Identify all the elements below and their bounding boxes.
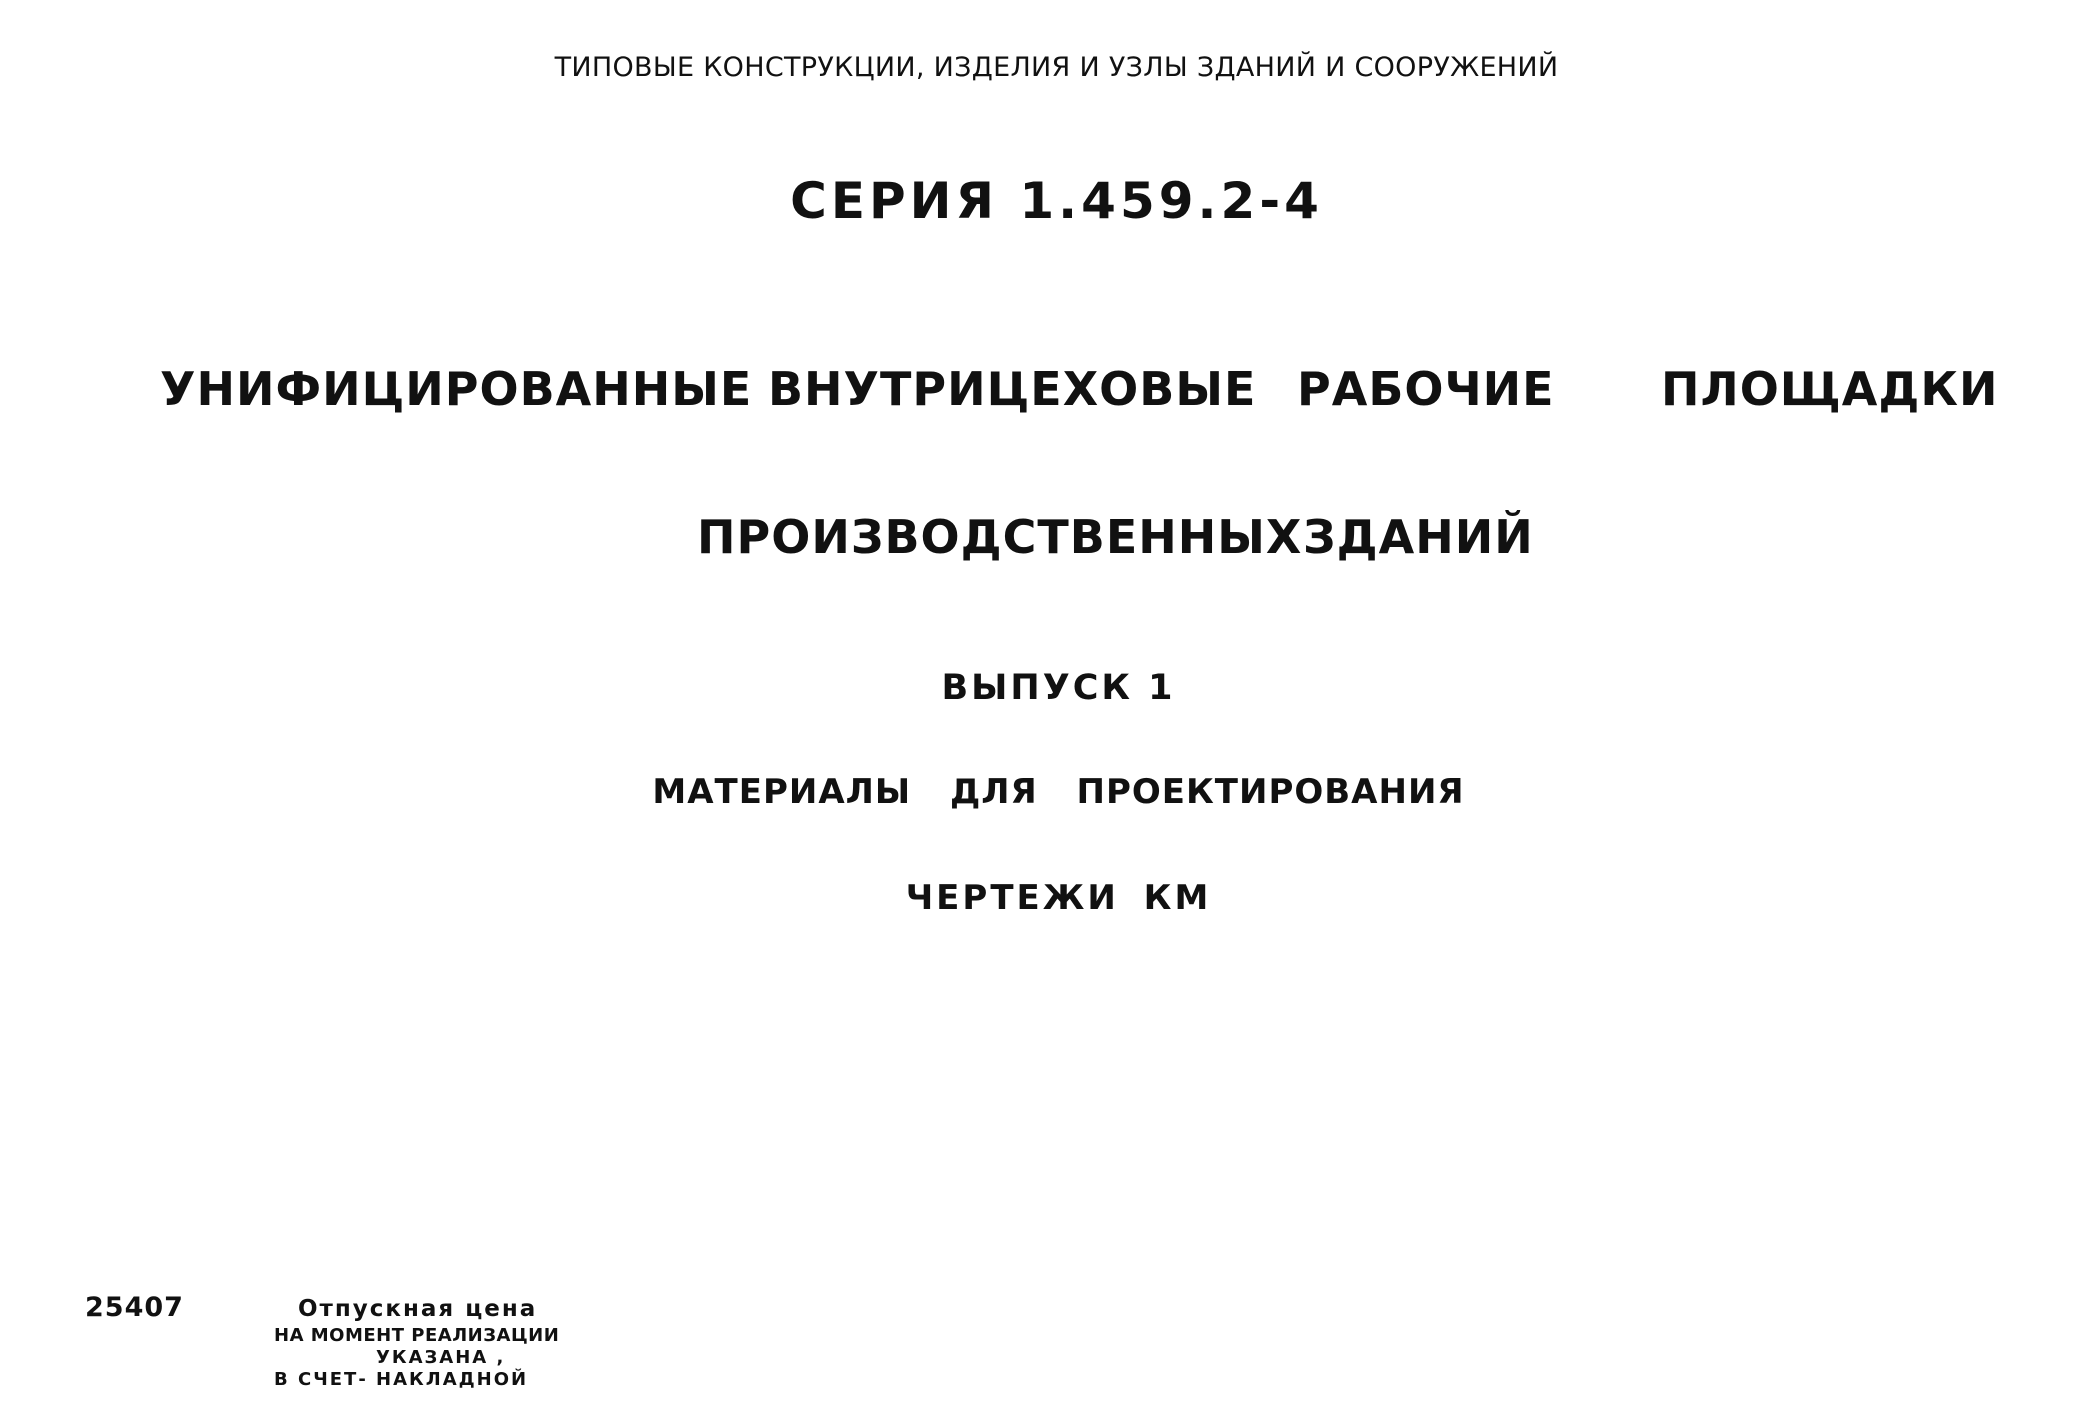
series-number: СЕРИЯ 1.459.2-4	[790, 172, 1323, 230]
title-word: ВНУТРИЦЕХОВЫЕ	[768, 362, 1257, 416]
drawings-label: ЧЕРТЕЖИ КМ	[905, 878, 1212, 918]
price-note-line: НА МОМЕНТ РЕАЛИЗАЦИИ	[274, 1325, 560, 1346]
title-word: ПЛОЩАДКИ	[1661, 362, 1999, 416]
document-header: ТИПОВЫЕ КОНСТРУКЦИИ, ИЗДЕЛИЯ И УЗЛЫ ЗДАНИЙ И СООРУЖЕНИЙ	[554, 52, 1559, 83]
title-word: ПРОИЗВОДСТВЕННЫХ	[697, 510, 1303, 564]
document-code: 25407	[85, 1292, 184, 1323]
title-word: РАБОЧИЕ	[1297, 362, 1555, 416]
price-note-line: УКАЗАНА ,	[376, 1347, 506, 1368]
title-word: УНИФИЦИРОВАННЫЕ	[160, 362, 753, 416]
materials-label: МАТЕРИАЛЫ ДЛЯ ПРОЕКТИРОВАНИЯ	[652, 772, 1465, 812]
price-note	[268, 1298, 559, 1389]
price-note-line: В СЧЕТ- НАКЛАДНОЙ	[274, 1369, 529, 1390]
price-note-line: Отпускная цена	[298, 1296, 538, 1322]
title-word: ЗДАНИЙ	[1303, 510, 1534, 564]
issue-label: ВЫПУСК 1	[941, 668, 1176, 708]
